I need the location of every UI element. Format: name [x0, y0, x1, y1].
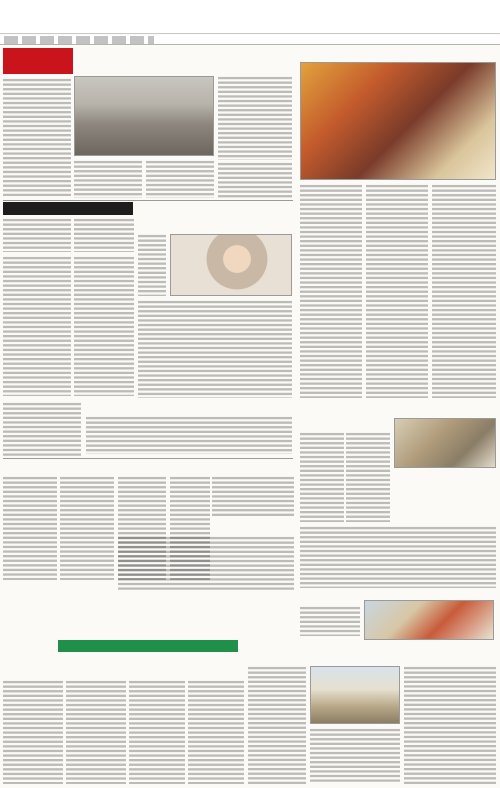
awareness-camp-body [300, 526, 496, 588]
road-notice-body-2 [66, 680, 126, 784]
project-officer-body-3 [404, 666, 496, 784]
divider [3, 200, 293, 201]
inauguration-headline [296, 44, 498, 62]
road-notice-body-3 [129, 680, 185, 784]
road-notice-body-4 [188, 680, 244, 784]
senior-honour-body-2 [138, 300, 292, 398]
sanitation-body-2 [60, 476, 114, 580]
awareness-camp-headline [394, 402, 498, 416]
sanitation-body-1 [3, 476, 57, 580]
law-awareness-body-2 [346, 432, 390, 522]
law-awareness-headline [300, 402, 390, 430]
left-body-1 [3, 256, 71, 396]
inauguration-photo [300, 62, 496, 180]
jail-transfer-body [118, 536, 294, 592]
sanitation-headline [3, 462, 113, 474]
left-body-3 [3, 402, 81, 456]
project-officer-body-2 [310, 728, 400, 784]
forest-week-body-1 [300, 606, 360, 636]
law-awareness-body-1 [300, 432, 344, 522]
masthead [0, 0, 500, 34]
tree-planting-body [86, 416, 292, 454]
lead-body-3 [74, 160, 142, 198]
forest-week-photo [364, 600, 494, 640]
fire-safety-body [212, 476, 294, 516]
road-notice-kicker [58, 640, 238, 652]
left-body-2 [74, 256, 134, 396]
senior-honour-photo [170, 234, 292, 296]
senior-honour-body-1 [138, 234, 166, 296]
newspaper-logo [424, 4, 494, 18]
newspaper-tagline [424, 19, 494, 29]
lead-photo [74, 76, 214, 156]
section-title [186, 3, 286, 27]
inauguration-body-1 [300, 184, 362, 398]
anniversary-logo [400, 2, 422, 30]
lead-kicker [3, 48, 73, 74]
lead-body-1 [3, 78, 71, 196]
inauguration-body-2 [366, 184, 428, 398]
seminar-day-headline [3, 202, 133, 215]
road-notice-body-1 [3, 680, 63, 784]
lead-body-2 [218, 76, 292, 160]
project-officer-photo [310, 666, 400, 724]
tree-planting-headline [86, 402, 206, 414]
smart-class-headline [118, 462, 208, 474]
inauguration-body-3 [432, 184, 496, 398]
jail-transfer-headline [118, 518, 294, 534]
lead-body-5 [218, 162, 292, 198]
lead-body-4 [146, 160, 214, 198]
seminar-day-body-1 [3, 218, 71, 252]
senior-honour-headline [138, 202, 292, 232]
awareness-camp-photo [394, 418, 496, 468]
road-notice-headline [3, 654, 243, 676]
project-officer-body-1 [248, 666, 306, 784]
date-text [4, 36, 154, 44]
seminar-day-body-2 [74, 218, 134, 252]
lead-headline [76, 46, 292, 72]
divider [3, 458, 293, 459]
fire-safety-headline [212, 462, 294, 474]
project-officer-headline [248, 642, 498, 662]
